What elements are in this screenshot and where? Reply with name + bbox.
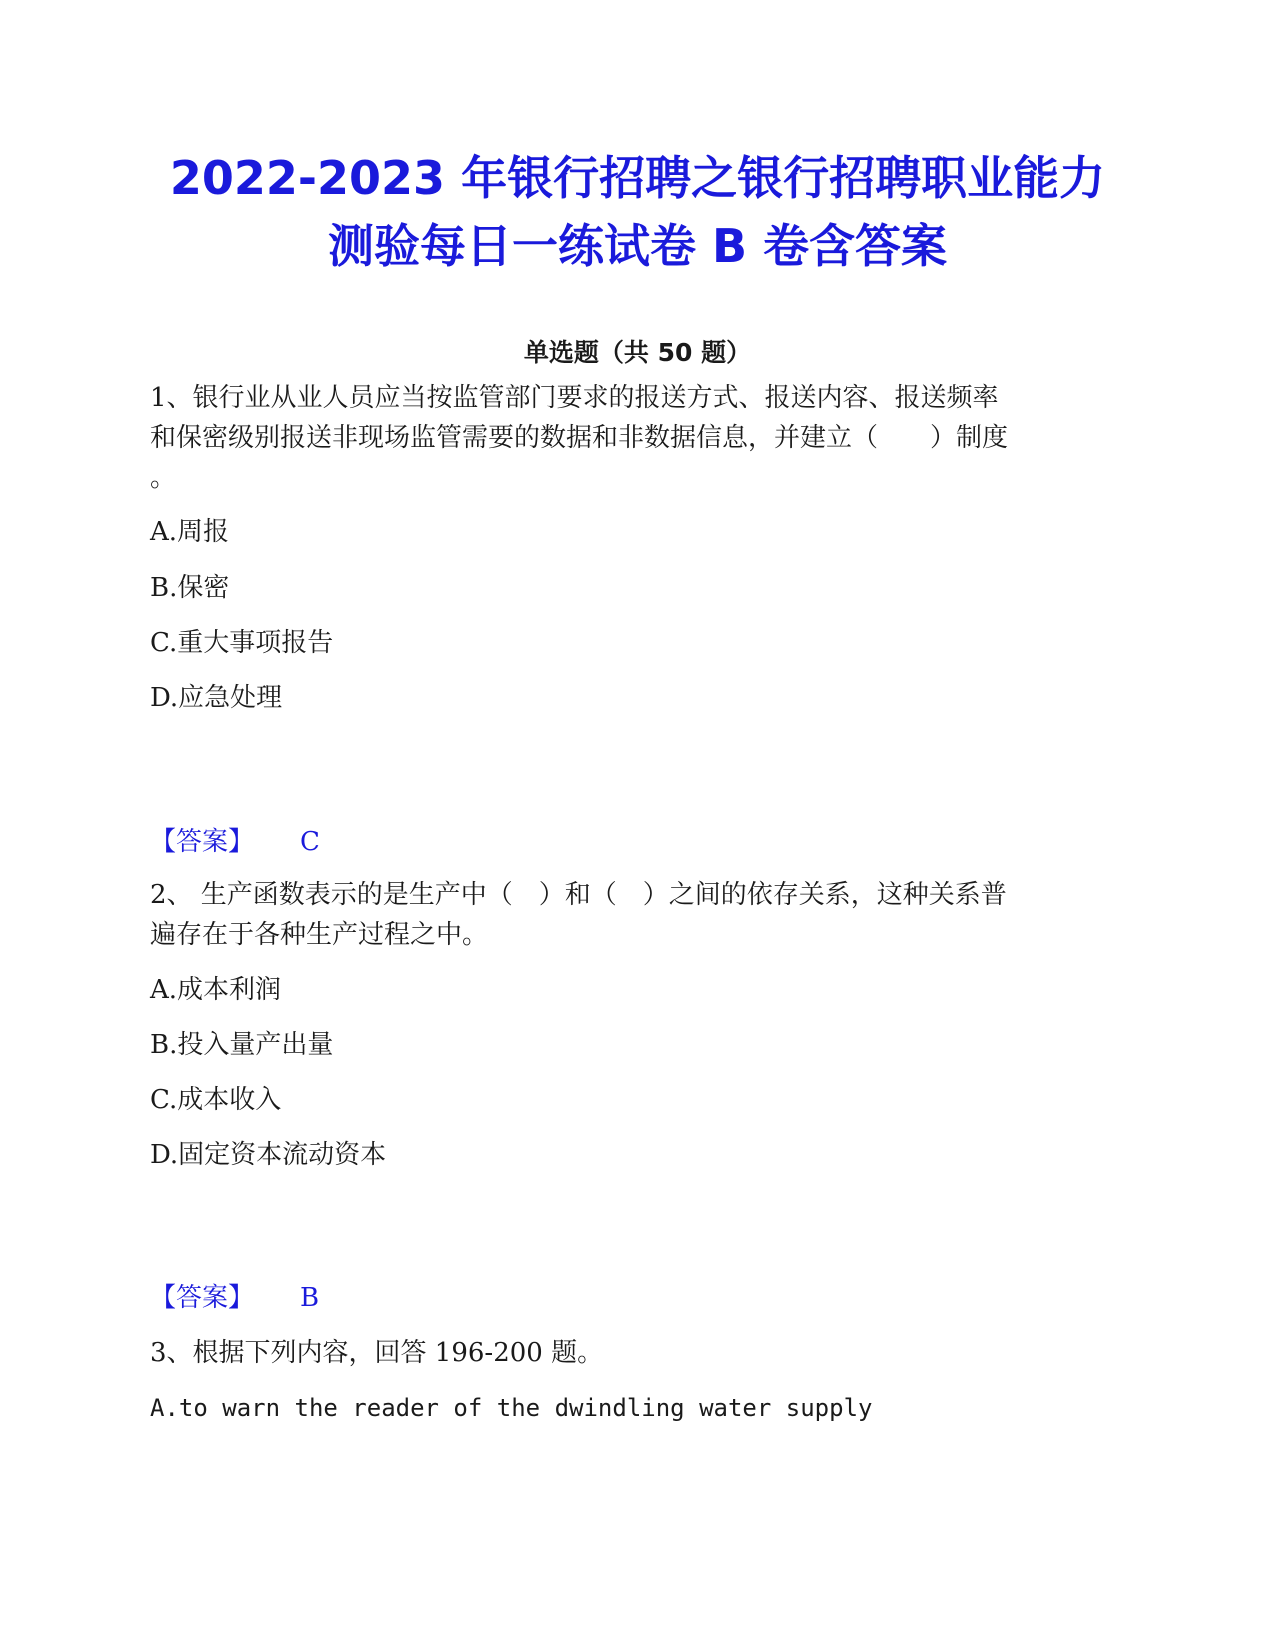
section-heading: 单选题（共 50 题） [523, 338, 752, 367]
answer-value: C [300, 827, 320, 857]
question-1-option-a: A.周报 [150, 517, 230, 547]
question-2-option-a: A.成本利润 [150, 975, 282, 1005]
question-1-option-b: B.保密 [150, 573, 230, 603]
question-2-option-c: C.成本收入 [150, 1085, 282, 1115]
question-1-stem-line-1: 1、银行业从业人员应当按监管部门要求的报送方式、报送内容、报送频率 [150, 383, 999, 413]
question-1-answer [150, 822, 320, 862]
answer-value: B [300, 1283, 320, 1313]
question-1-option-c: C.重大事项报告 [150, 628, 334, 658]
question-1-stem-line-2: 和保密级别报送非现场监管需要的数据和非数据信息，并建立（ ）制度 [150, 423, 1009, 453]
question-2-answer [150, 1278, 319, 1318]
question-2-stem-line-1: 2、 生产函数表示的是生产中（ ）和（ ）之间的依存关系，这种关系普 [150, 880, 1007, 910]
answer-label: 【答案】 [150, 827, 255, 857]
question-3-stem-line-1: 3、根据下列内容，回答 196-200 题。 [150, 1338, 604, 1368]
page-title-line-1: 2022-2023 年银行招聘之银行招聘职业能力 [169, 151, 1106, 205]
question-1-stem-line-3: 。 [150, 463, 177, 493]
question-1-option-d: D.应急处理 [150, 683, 283, 713]
page-title-line-2: 测验每日一练试卷 B 卷含答案 [327, 219, 948, 273]
question-2-option-d: D.固定资本流动资本 [150, 1140, 387, 1170]
question-3-option-a: A.to warn the reader of the dwindling water supply [150, 1394, 873, 1422]
answer-label: 【答案】 [150, 1283, 255, 1313]
question-2-option-b: B.投入量产出量 [150, 1030, 334, 1060]
question-2-stem-line-2: 遍存在于各种生产过程之中。 [150, 920, 489, 950]
